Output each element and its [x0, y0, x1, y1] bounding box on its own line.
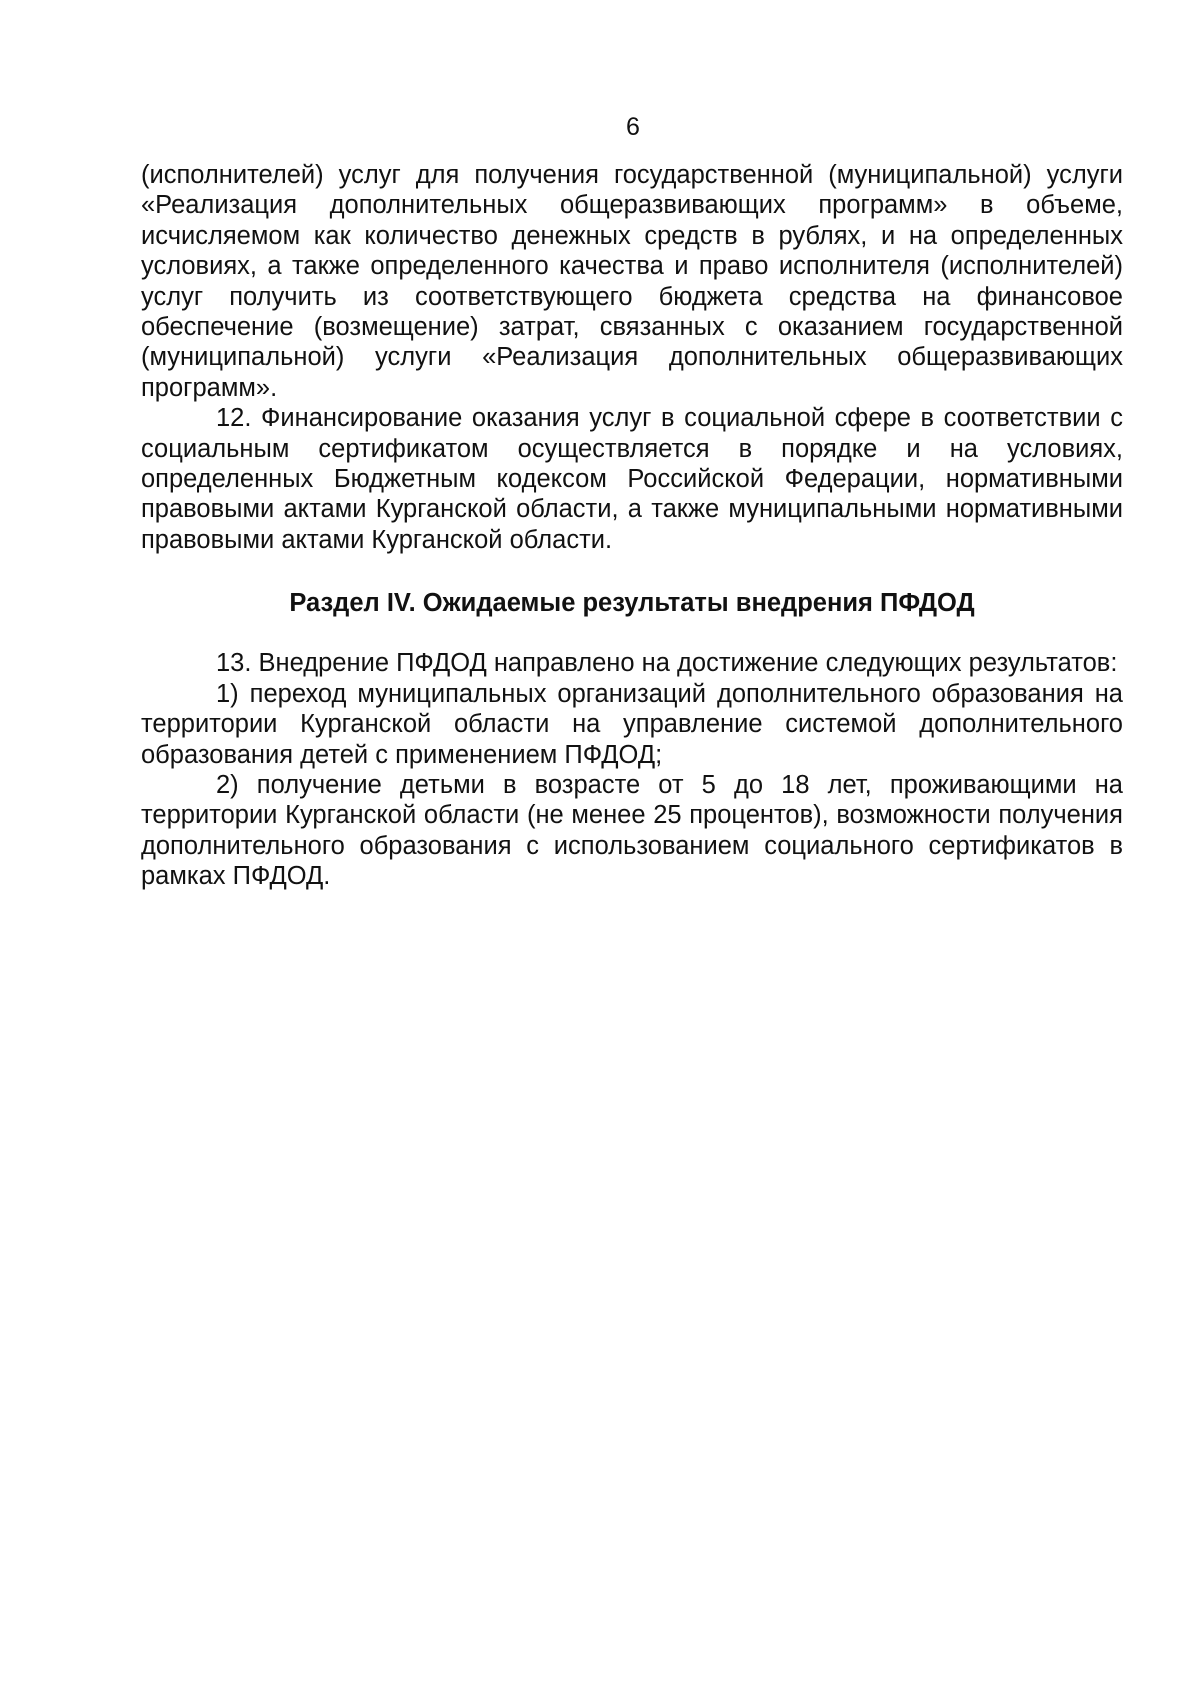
page-number: 6: [626, 113, 640, 141]
paragraph-12: 12. Финансирование оказания услуг в социальной сфере в соответствии с социальным сертификатом осуществляется в порядке и на условиях, определенных Бюджетным кодексом Российской Федерации, нормативными правовыми актами Курганской области, а также муниципальными нормативными правовыми актами Курганской области.: [141, 404, 1123, 554]
list-item-1: 1) переход муниципальных организаций дополнительного образования на территории Курганской области на управление системой дополнительного образования детей с применением ПФДОД;: [141, 679, 1123, 769]
section-heading: Раздел IV. Ожидаемые результаты внедрения ПФДОД: [289, 589, 975, 618]
paragraph-13: 13. Внедрение ПФДОД направлено на достижение следующих результатов:: [216, 649, 1118, 678]
document-body: [141, 160, 1123, 892]
paragraph-continuation: (исполнителей) услуг для получения государственной (муниципальной) услуги «Реализация дополнительных общеразвивающих программ» в объеме, исчисляемом как количество денежных средств в рублях, и на определенных условиях, а также определенного качества и право исполнителя (исполнителей) услуг получить из соответствующего бюджета средства на финансовое обеспечение (возмещение) затрат, связанных с оказанием государственной (муниципальной) услуги «Реализация дополнительных общеразвивающих программ».: [141, 161, 1123, 402]
list-item-2: 2) получение детьми в возрасте от 5 до 18 лет, проживающими на территории Курганской области (не менее 25 процентов), возможности получения дополнительного образования с использованием социального сертификатов в рамках ПФДОД.: [141, 770, 1123, 891]
